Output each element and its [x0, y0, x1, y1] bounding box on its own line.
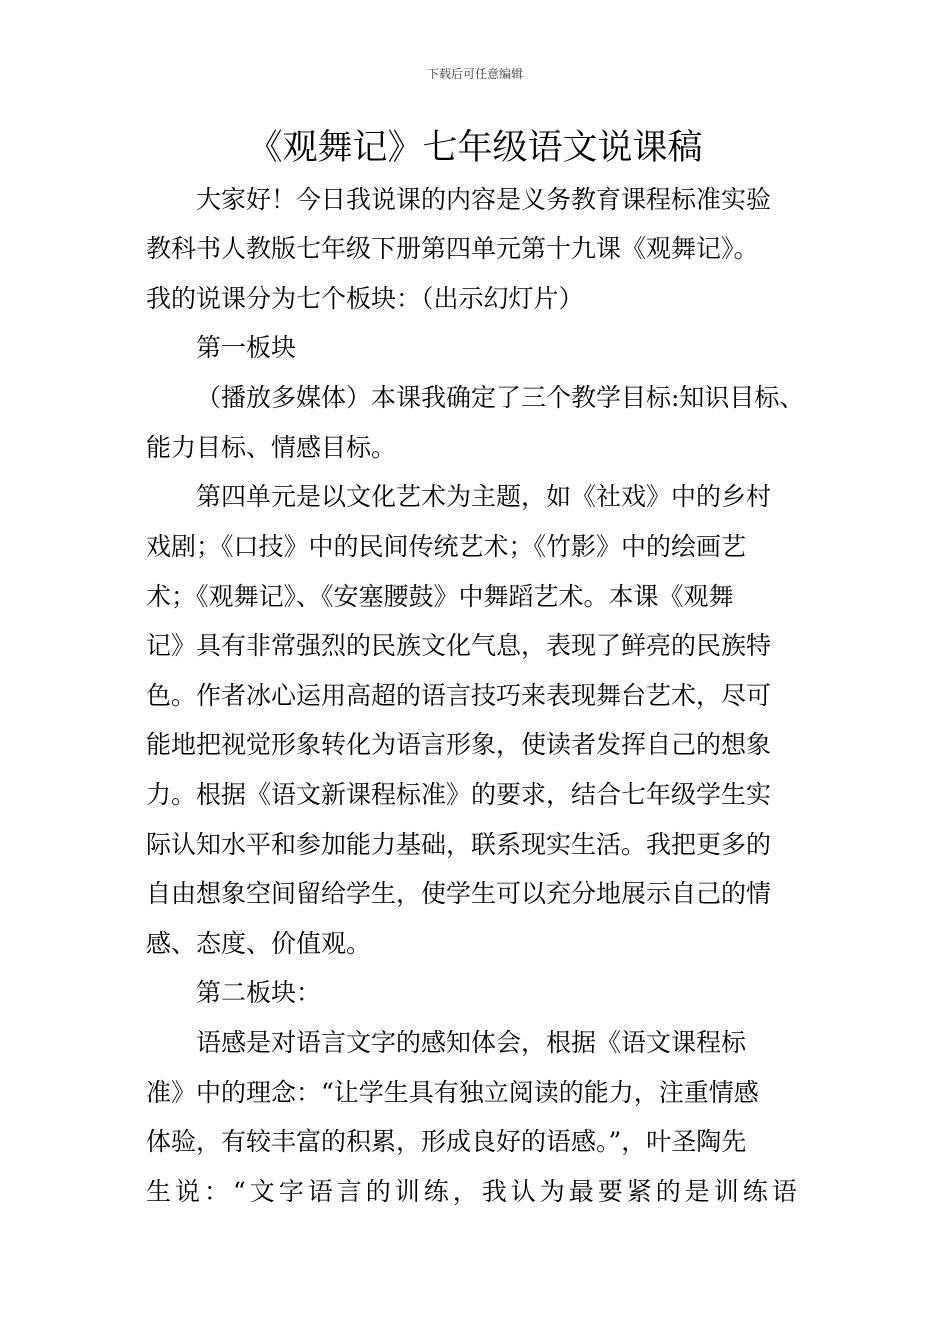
- text-line: 我的说课分为七个板块：（出示幻灯片）: [146, 284, 584, 313]
- text-line: 能地把视觉形象转化为语言形象，使读者发挥自己的想象: [146, 730, 772, 759]
- document-title: 《观舞记》七年级语文说课稿: [247, 128, 703, 168]
- page-header: 下载后可任意编辑: [426, 67, 523, 81]
- text-line: 准》中的理念：“让学生具有独立阅读的能力，注重情感: [146, 1078, 759, 1107]
- text-line: 色。作者冰心运用高超的语言技巧来表现舞台艺术，尽可: [146, 681, 772, 710]
- text-line: 术；《观舞记》、《安塞腰鼓》中舞蹈艺术。本课《观舞: [146, 582, 734, 611]
- text-line: 际认知水平和参加能力基础，联系现实生活。我把更多的: [146, 830, 772, 859]
- text-line: 能力目标、情感目标。: [146, 433, 397, 462]
- text-line: （播放多媒体）本课我确定了三个教学目标:知识目标、: [196, 383, 805, 412]
- section-heading: 第一板块: [196, 333, 297, 362]
- text-line: 戏剧；《口技》中的民间传统艺术；《竹影》中的绘画艺: [146, 532, 747, 561]
- text-line: 教科书人教版七年级下册第四单元第十九课《观舞记》。: [146, 234, 759, 263]
- text-line: 自由想象空间留给学生，使学生可以充分地展示自己的情: [146, 879, 772, 908]
- text-line: 感、态度、价值观。: [146, 929, 372, 958]
- text-line: 第四单元是以文化艺术为主题，如《社戏》中的乡村: [196, 482, 772, 511]
- section-heading: 第二板块：: [196, 978, 322, 1007]
- text-line: 生说：“文字语言的训练，我认为最要紧的是训练语: [146, 1177, 801, 1206]
- text-line: 语感是对语言文字的感知体会，根据《语文课程标: [196, 1028, 747, 1057]
- text-line: 大家好！今日我说课的内容是义务教育课程标准实验: [196, 185, 772, 214]
- text-line: 力。根据《语文新课程标准》的要求，结合七年级学生实: [146, 780, 772, 809]
- text-line: 记》具有非常强烈的民族文化气息，表现了鲜亮的民族特: [146, 631, 772, 660]
- text-line: 体验，有较丰富的积累，形成良好的语感。”，叶圣陶先: [146, 1127, 747, 1156]
